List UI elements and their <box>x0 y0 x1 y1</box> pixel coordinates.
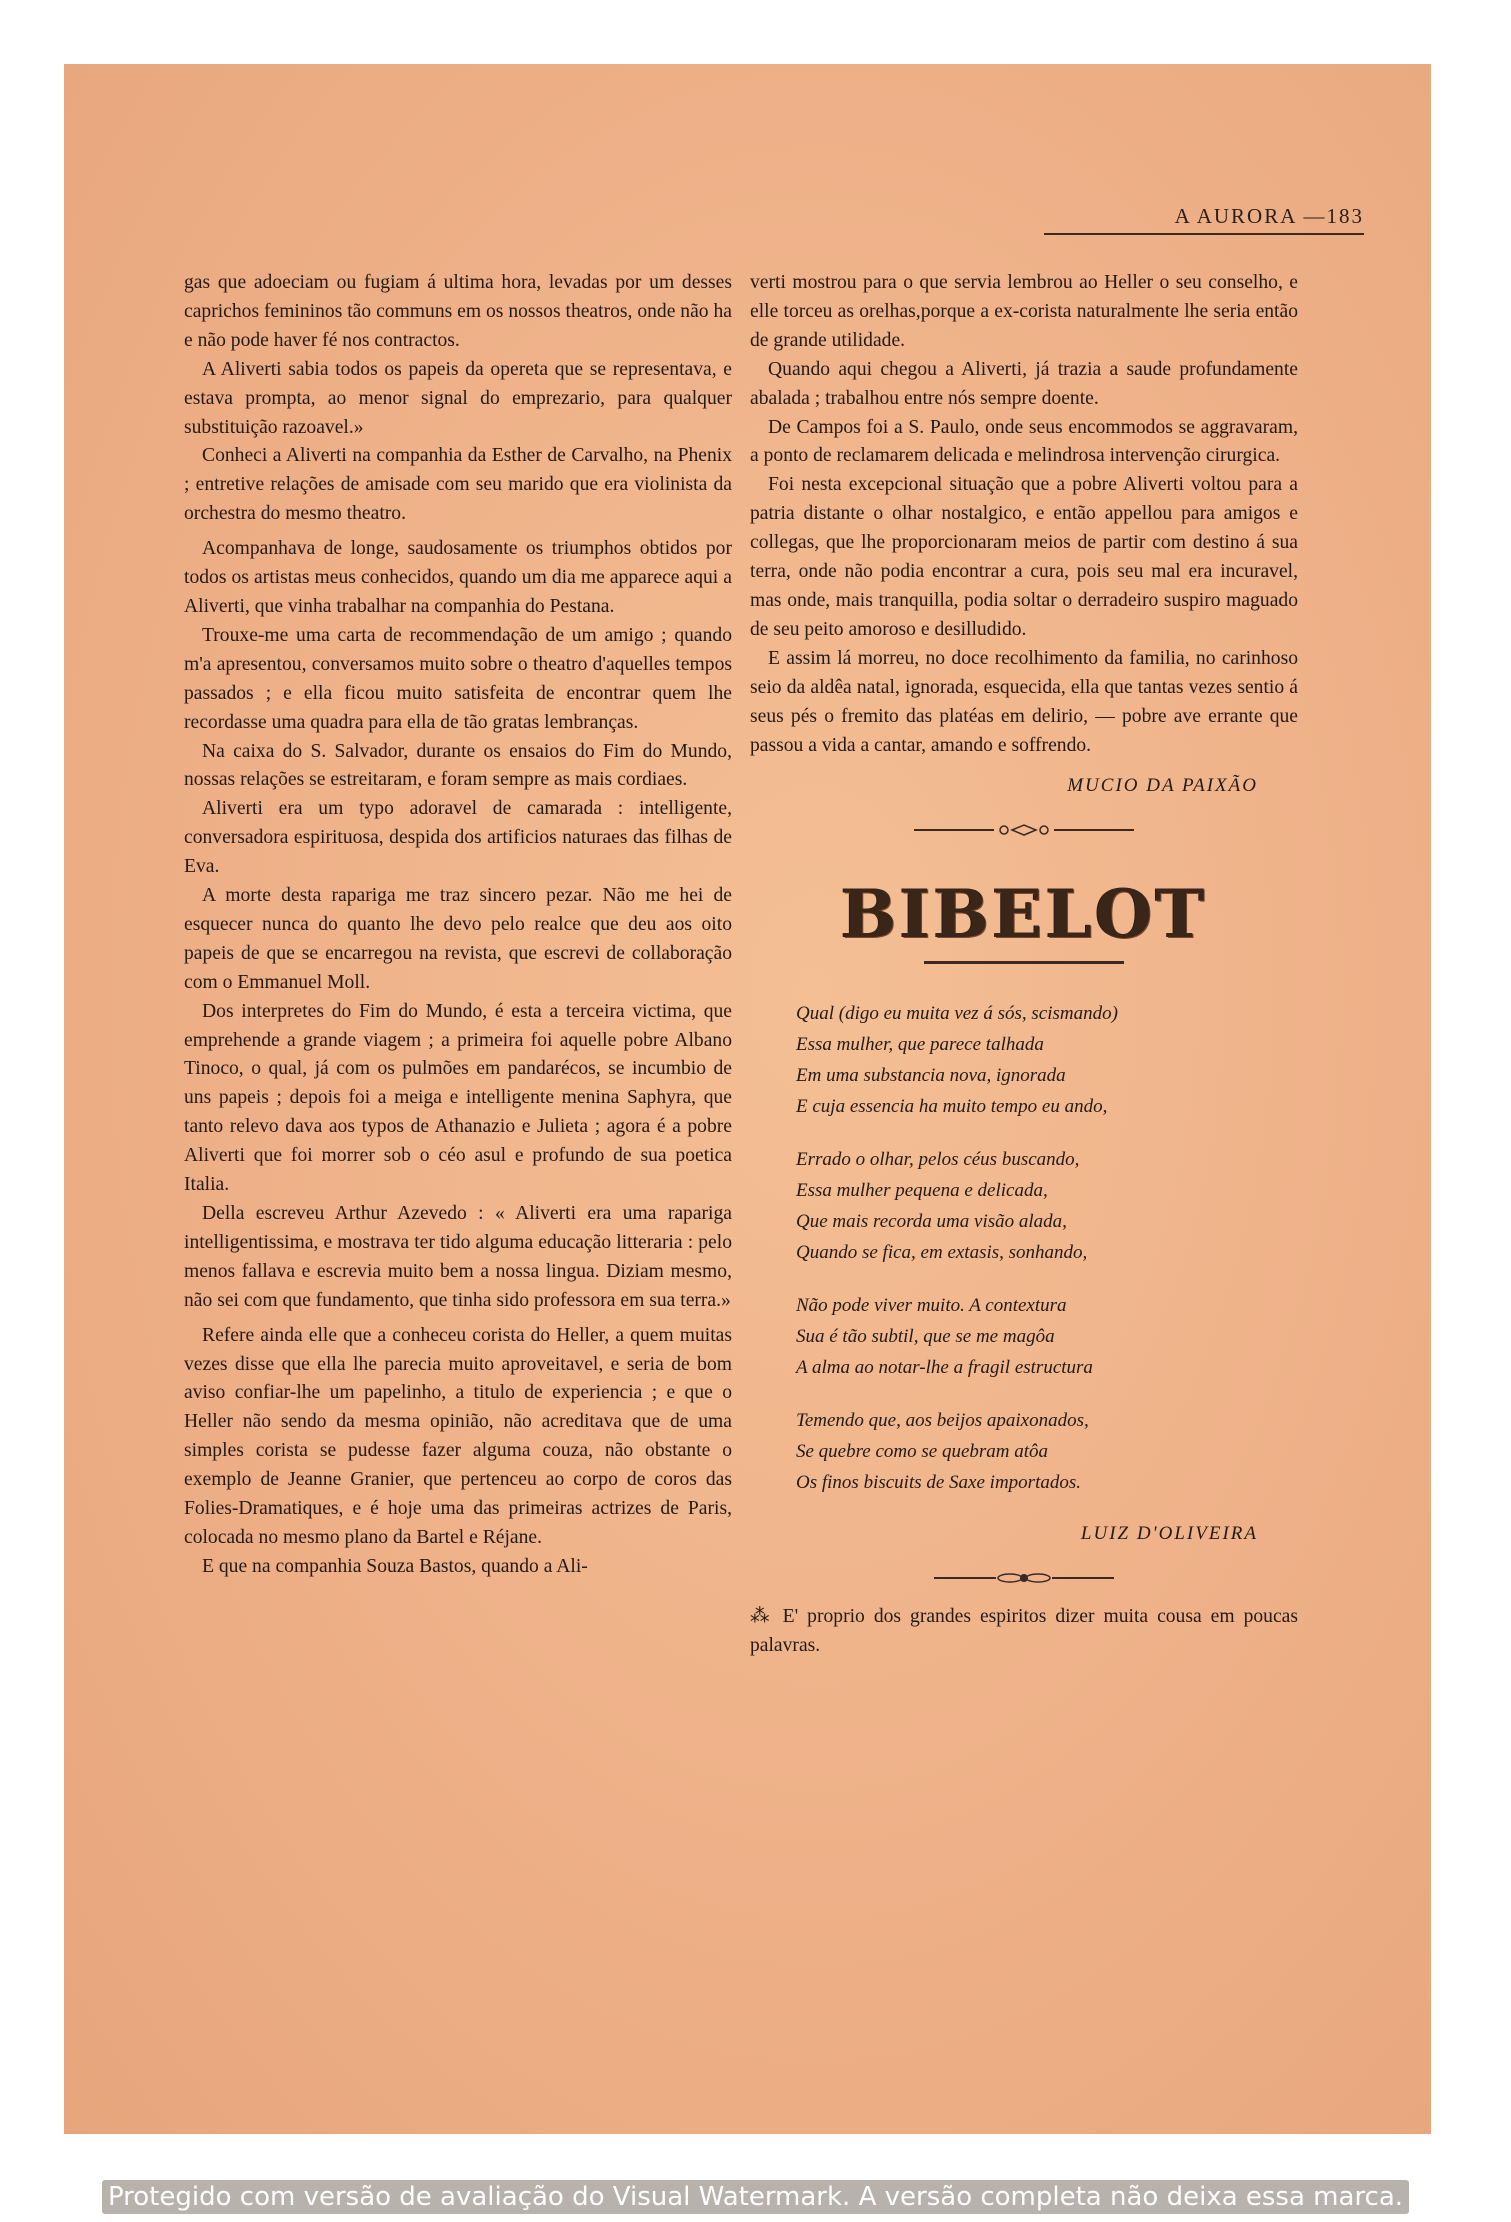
paragraph: Aliverti era um typo adoravel de camarada : intelligente, conversadora espirituosa, despida dos artificios naturaes das filhas de Eva. <box>184 798 732 878</box>
note-text: E' proprio dos grandes espiritos dizer muita cousa em poucas palavras. <box>750 1606 1298 1657</box>
poem-line: Sua é tão subtil, que se me magôa <box>796 1326 1055 1348</box>
poem-line: E cuja essencia ha muito tempo eu ando, <box>796 1096 1108 1118</box>
trial-watermark <box>0 2180 1511 2214</box>
poem-line: Em uma substancia nova, ignorada <box>796 1065 1066 1087</box>
right-column <box>750 269 1298 1661</box>
poem-line: Não pode viver muito. A contextura <box>796 1295 1067 1317</box>
closing-note <box>750 1603 1298 1661</box>
paragraph: Acompanhava de longe, saudosamente os triumphos obtidos por todos os artistas meus conhecidos, quando um dia me apparece aqui a Aliverti, que vinha trabalhar na companhia do Pestana. <box>184 538 732 617</box>
paragraph: verti mostrou para o que servia lembrou ao Heller o seu conselho, e elle torceu as orelhas,porque a ex-corista naturalmente lhe seria então de grande utilidade. <box>750 272 1298 351</box>
ornament-divider-icon <box>750 823 1298 837</box>
poem-stanza <box>796 998 1298 1122</box>
paragraph: De Campos foi a S. Paulo, onde seus encommodos se aggravaram, a ponto de reclamarem delicada e melindrosa intervenção cirurgica. <box>750 416 1298 467</box>
poem <box>750 998 1298 1498</box>
paragraph: E assim lá morreu, no doce recolhimento da familia, no carinhoso seio da aldêa natal, ignorada, esquecida, ella que tantas vezes sentio á seus pés o fremito das platéas em delirio, — pobre ave errante que passou a vida a cantar, amando e soffrendo. <box>750 647 1298 756</box>
paragraph: Foi nesta excepcional situação que a pobre Aliverti voltou para a patria distante o olhar nostalgico, e então appellou para amigos e collegas, que lhe proporcionaram meios de partir com destino á sua terra, onde não podia encontrar a cura, pois seu mal era incuravel, mas onde, mais tranquilla, podia soltar o derradeiro suspiro maguado de seu peito amoroso e desilludido. <box>750 474 1298 640</box>
poem-line: Essa mulher pequena e delicada, <box>796 1180 1048 1202</box>
paragraph: A morte desta rapariga me traz sincero pezar. Não me hei de esquecer nunca do quanto lhe devo pelo realce que deu aos oito papeis de que se encarregou na revista, que escrevi de collaboração com o Emmanuel Moll. <box>184 885 732 993</box>
paragraph: Conheci a Aliverti na companhia da Esther de Carvalho, na Phenix ; entretive relações de amisade com seu marido que era violinista da orchestra do mesmo theatro. <box>184 445 732 525</box>
poem-stanza <box>796 1290 1298 1383</box>
poem-line: Os finos biscuits de Saxe importados. <box>796 1472 1081 1494</box>
paragraph: Trouxe-me uma carta de recommendação de um amigo ; quando m'a apresentou, conversamos muito sobre o theatro d'aquelles tempos passados ; e ella ficou muito satisfeita de encontrar quem lhe recordasse uma quadra para ella de tão gratas lembranças. <box>184 624 732 733</box>
article-signature: MUCIO DA PAIXÃO <box>1067 775 1258 797</box>
poem-line: Essa mulher, que parece talhada <box>796 1034 1044 1056</box>
poem-signature: LUIZ D'OLIVEIRA <box>1080 1523 1258 1545</box>
title-rule <box>924 961 1124 964</box>
paragraph: gas que adoeciam ou fugiam á ultima hora, levadas por um desses caprichos femininos tão communs em os nossos theatros, onde não ha e não pode haver fé nos contractos. <box>184 272 732 351</box>
paragraph: Refere ainda elle que a conheceu corista do Heller, a quem muitas vezes disse que ella lhe parecia muito aproveitavel, e seria de bom aviso confiar-lhe um papelinho, a titulo de experiencia ; e que o Heller não sendo da mesma opinião, não acreditava que de uma simples corista se pudesse fazer alguma couza, não obstante o exemplo de Jeanne Granier, que pertenceu ao corpo de coros das Folies-Dramatiques, e é hoje uma das primeiras actrizes de Paris, colocada no mesmo plano da Bartel e Réjane. <box>184 1324 732 1548</box>
poem-line: Errado o olhar, pelos céus buscando, <box>796 1149 1080 1171</box>
poem-line: A alma ao notar-lhe a fragil estructura <box>796 1357 1093 1379</box>
poem-title: BIBELOT <box>840 875 1208 954</box>
paragraph: Quando aqui chegou a Aliverti, já trazia a saude profundamente abalada ; trabalhou entre nós sempre doente. <box>750 358 1298 409</box>
poem-line: Quando se fica, em extasis, sonhando, <box>796 1242 1088 1264</box>
poem-line: Que mais recorda uma visão alada, <box>796 1211 1067 1233</box>
paragraph: E que na companhia Souza Bastos, quando a Ali- <box>202 1555 588 1577</box>
poem-stanza <box>796 1144 1298 1268</box>
paragraph: Na caixa do S. Salvador, durante os ensaios do Fim do Mundo, nossas relações se estreitaram, e foram sempre as mais cordiaes. <box>184 740 732 791</box>
poem-line: Temendo que, aos beijos apaixonados, <box>796 1410 1089 1432</box>
poem-line: Qual (digo eu muita vez á sós, scismando) <box>796 1003 1118 1025</box>
ornament-flourish-icon <box>750 1571 1298 1585</box>
journal-page <box>64 64 1431 2134</box>
paragraph: A Aliverti sabia todos os papeis da opereta que se representava, e estava prompta, ao menor signal do emprezario, para qualquer substituição razoavel.» <box>184 358 732 438</box>
running-head: A AURORA —183 <box>1044 204 1364 235</box>
watermark-text: Protegido com versão de avaliação do Visual Watermark. A versão completa não deixa essa marca. <box>102 2180 1409 2214</box>
paragraph: Dos interpretes do Fim do Mundo, é esta a terceira victima, que emprehende a grande viagem ; a primeira foi aquelle pobre Albano Tinoco, o qual, já com os pulmões em pandarécos, se incumbio de uns papeis ; depois foi a meiga e intelligente menina Saphyra, que tanto relevo dava aos typos de Athanazio e Julieta ; agora é a pobre Aliverti que foi morrer sob o céo asul e profundo de sua poetica Italia. <box>184 1000 732 1196</box>
poem-stanza <box>796 1405 1298 1498</box>
asterism-icon: ⁂ <box>750 1606 774 1628</box>
left-column <box>184 269 732 1582</box>
poem-line: Se quebre como se quebram atôa <box>796 1441 1049 1463</box>
paragraph: Della escreveu Arthur Azevedo : « Aliverti era uma rapariga intelligentissima, e mostrava ter tido alguma educação litteraria : pelo menos fallava e escrevia muito bem a nossa lingua. Diziam mesmo, não sei com que fundamento, que tinha sido professora em sua terra.» <box>184 1203 732 1311</box>
